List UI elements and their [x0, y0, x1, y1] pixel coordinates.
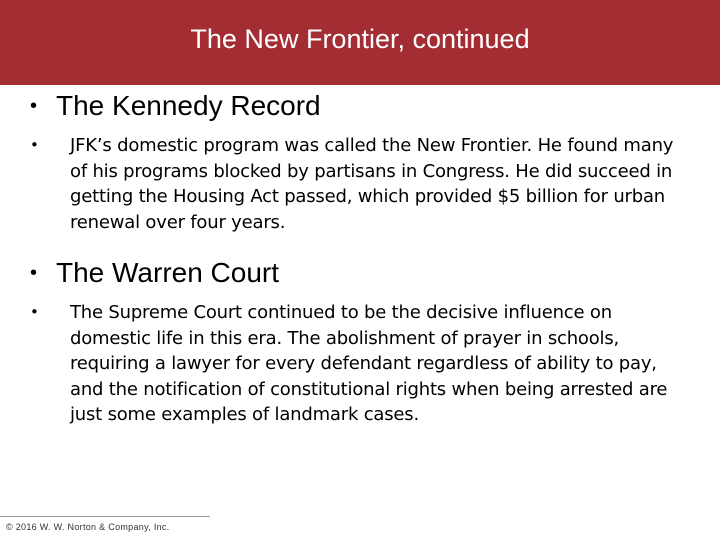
bullet: •	[30, 136, 39, 154]
bullet: •	[30, 262, 38, 284]
slide-title-bar	[0, 0, 720, 85]
section-heading-text: The Warren Court	[56, 257, 280, 288]
section-heading-kennedy-record	[30, 89, 321, 123]
slide-title: The New Frontier, continued	[190, 24, 530, 54]
section-body-warren-court	[30, 300, 690, 428]
section-body-text: JFK’s domestic program was called the New Frontier. He found many of his programs blocked by partisans in Congress. He did succeed in getting the Housing Act passed, which provided $5 billion for urban renewal over four years.	[70, 135, 674, 233]
bullet: •	[30, 95, 38, 117]
section-body-kennedy-record	[30, 133, 690, 235]
section-heading-warren-court	[30, 256, 279, 290]
bullet: •	[30, 303, 39, 321]
footer-divider	[0, 516, 210, 517]
section-body-text: The Supreme Court continued to be the decisive influence on domestic life in this era. The abolishment of prayer in schools, requiring a lawyer for every defendant regardless of ability to pay, and the notification of constitutional rights when being arrested are just some examples of landmark cases.	[70, 302, 668, 425]
copyright-footer: © 2016 W. W. Norton & Company, Inc.	[6, 522, 170, 532]
section-heading-text: The Kennedy Record	[56, 90, 321, 121]
